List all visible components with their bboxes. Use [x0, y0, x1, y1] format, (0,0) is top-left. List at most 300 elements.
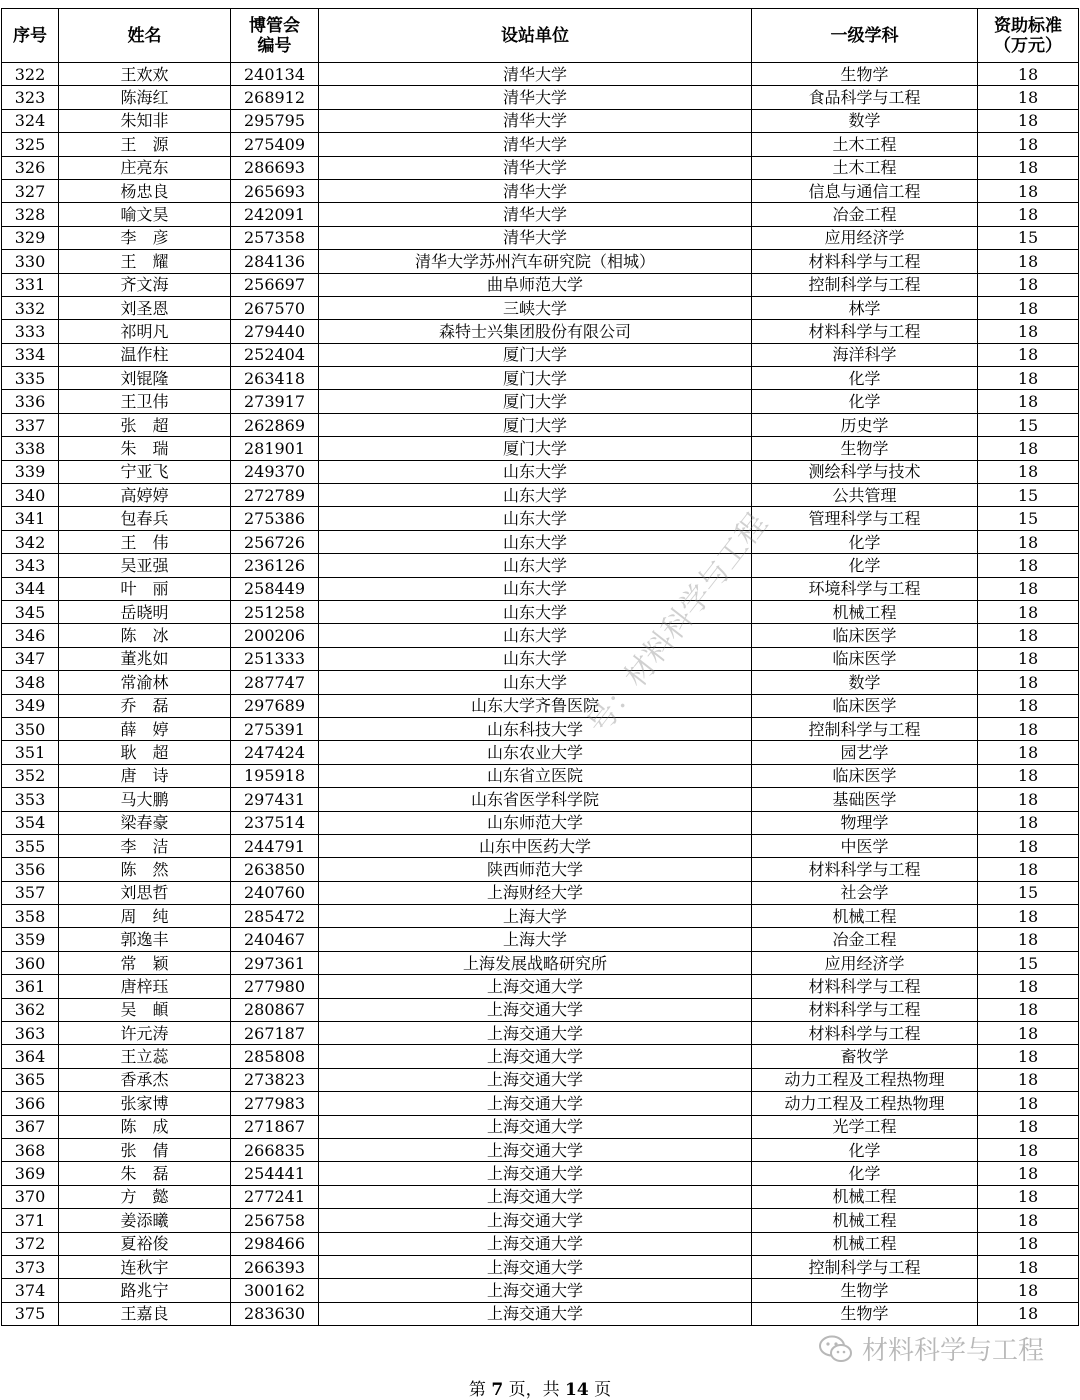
table-row — [2, 390, 1079, 413]
cell-index: 325 — [2, 133, 59, 156]
cell-name: 宁亚飞 — [59, 460, 231, 483]
cell-funding: 18 — [978, 998, 1079, 1021]
cell-index: 335 — [2, 367, 59, 390]
cell-name: 唐 诗 — [59, 764, 231, 787]
cell-unit: 山东大学 — [319, 554, 752, 577]
table-row — [2, 741, 1079, 764]
table-row — [2, 250, 1079, 273]
cell-discipline: 控制科学与工程 — [752, 717, 978, 740]
cell-index: 339 — [2, 460, 59, 483]
cell-funding: 18 — [978, 296, 1079, 319]
cell-name: 刘锟隆 — [59, 367, 231, 390]
cell-unit: 清华大学苏州汽车研究院（相城） — [319, 250, 752, 273]
cell-funding: 18 — [978, 1302, 1079, 1325]
cell-unit: 山东中医药大学 — [319, 834, 752, 857]
cell-discipline: 机械工程 — [752, 905, 978, 928]
cell-id: 286693 — [231, 156, 319, 179]
cell-funding: 18 — [978, 156, 1079, 179]
cell-name: 姜添曦 — [59, 1209, 231, 1232]
cell-id: 268912 — [231, 86, 319, 109]
cell-id: 297431 — [231, 788, 319, 811]
cell-index: 360 — [2, 951, 59, 974]
cell-name: 王卫伟 — [59, 390, 231, 413]
table-row — [2, 577, 1079, 600]
cell-name: 香承杰 — [59, 1068, 231, 1091]
cell-index: 345 — [2, 600, 59, 623]
cell-name: 梁春豪 — [59, 811, 231, 834]
cell-funding: 18 — [978, 1162, 1079, 1185]
cell-discipline: 光学工程 — [752, 1115, 978, 1138]
cell-id: 244791 — [231, 834, 319, 857]
cell-name: 常 颖 — [59, 951, 231, 974]
cell-id: 195918 — [231, 764, 319, 787]
table-row — [2, 1162, 1079, 1185]
cell-funding: 18 — [978, 133, 1079, 156]
cell-name: 温作柱 — [59, 343, 231, 366]
cell-index: 358 — [2, 905, 59, 928]
cell-unit: 清华大学 — [319, 109, 752, 132]
cell-funding: 18 — [978, 1045, 1079, 1068]
cell-id: 272789 — [231, 484, 319, 507]
cell-unit: 清华大学 — [319, 63, 752, 86]
cell-funding: 18 — [978, 1232, 1079, 1255]
cell-name: 张家博 — [59, 1092, 231, 1115]
cell-discipline: 冶金工程 — [752, 203, 978, 226]
cell-name: 马大鹏 — [59, 788, 231, 811]
cell-name: 齐文海 — [59, 273, 231, 296]
cell-funding: 18 — [978, 320, 1079, 343]
cell-funding: 18 — [978, 741, 1079, 764]
table-row — [2, 484, 1079, 507]
cell-discipline: 临床医学 — [752, 764, 978, 787]
cell-funding: 18 — [978, 1092, 1079, 1115]
table-row — [2, 1209, 1079, 1232]
cell-index: 354 — [2, 811, 59, 834]
cell-index: 333 — [2, 320, 59, 343]
total-pages: 14 — [564, 1380, 589, 1400]
cell-unit: 山东大学 — [319, 460, 752, 483]
cell-index: 330 — [2, 250, 59, 273]
cell-name: 王立蕊 — [59, 1045, 231, 1068]
cell-funding: 18 — [978, 390, 1079, 413]
cell-id: 298466 — [231, 1232, 319, 1255]
cell-discipline: 土木工程 — [752, 156, 978, 179]
table-row — [2, 717, 1079, 740]
cell-funding: 18 — [978, 1022, 1079, 1045]
cell-funding: 18 — [978, 624, 1079, 647]
cell-unit: 山东大学 — [319, 577, 752, 600]
cell-funding: 18 — [978, 764, 1079, 787]
cell-name: 董兆如 — [59, 647, 231, 670]
cell-name: 庄亮东 — [59, 156, 231, 179]
cell-index: 327 — [2, 179, 59, 202]
cell-id: 284136 — [231, 250, 319, 273]
cell-index: 323 — [2, 86, 59, 109]
cell-unit: 上海交通大学 — [319, 1115, 752, 1138]
cell-funding: 18 — [978, 367, 1079, 390]
cell-unit: 森特士兴集团股份有限公司 — [319, 320, 752, 343]
table-row — [2, 203, 1079, 226]
col-header-unit: 设站单位 — [319, 9, 752, 63]
cell-id: 242091 — [231, 203, 319, 226]
cell-funding: 18 — [978, 811, 1079, 834]
col-header-index: 序号 — [2, 9, 59, 63]
cell-name: 刘思哲 — [59, 881, 231, 904]
cell-discipline: 材料科学与工程 — [752, 975, 978, 998]
cell-discipline: 机械工程 — [752, 1209, 978, 1232]
cell-unit: 清华大学 — [319, 179, 752, 202]
cell-funding: 18 — [978, 858, 1079, 881]
cell-name: 郭逸丰 — [59, 928, 231, 951]
cell-funding: 18 — [978, 600, 1079, 623]
cell-index: 362 — [2, 998, 59, 1021]
cell-index: 341 — [2, 507, 59, 530]
cell-discipline: 动力工程及工程热物理 — [752, 1068, 978, 1091]
table-row — [2, 928, 1079, 951]
cell-discipline: 生物学 — [752, 63, 978, 86]
cell-funding: 18 — [978, 343, 1079, 366]
cell-name: 杨忠良 — [59, 179, 231, 202]
cell-discipline: 园艺学 — [752, 741, 978, 764]
cell-discipline: 海洋科学 — [752, 343, 978, 366]
cell-unit: 山东农业大学 — [319, 741, 752, 764]
cell-index: 372 — [2, 1232, 59, 1255]
cell-discipline: 材料科学与工程 — [752, 998, 978, 1021]
table-row — [2, 1045, 1079, 1068]
cell-name: 张 倩 — [59, 1138, 231, 1161]
cell-index: 336 — [2, 390, 59, 413]
table-row — [2, 320, 1079, 343]
cell-discipline: 社会学 — [752, 881, 978, 904]
table-row — [2, 1022, 1079, 1045]
cell-unit: 上海交通大学 — [319, 1209, 752, 1232]
table-row — [2, 764, 1079, 787]
table-row — [2, 530, 1079, 553]
table-row — [2, 1302, 1079, 1325]
cell-discipline: 化学 — [752, 554, 978, 577]
cell-name: 陈 冰 — [59, 624, 231, 647]
cell-id: 263850 — [231, 858, 319, 881]
cell-funding: 18 — [978, 1185, 1079, 1208]
cell-unit: 厦门大学 — [319, 367, 752, 390]
table-row — [2, 998, 1079, 1021]
cell-id: 275391 — [231, 717, 319, 740]
cell-index: 363 — [2, 1022, 59, 1045]
cell-funding: 18 — [978, 834, 1079, 857]
cell-id: 285472 — [231, 905, 319, 928]
cell-discipline: 机械工程 — [752, 600, 978, 623]
cell-discipline: 物理学 — [752, 811, 978, 834]
cell-name: 朱知非 — [59, 109, 231, 132]
cell-index: 364 — [2, 1045, 59, 1068]
col-header-discipline: 一级学科 — [752, 9, 978, 63]
cell-id: 267570 — [231, 296, 319, 319]
table-row — [2, 1255, 1079, 1278]
table-row — [2, 624, 1079, 647]
cell-name: 陈 然 — [59, 858, 231, 881]
cell-name: 祁明凡 — [59, 320, 231, 343]
cell-name: 陈海红 — [59, 86, 231, 109]
cell-discipline: 畜牧学 — [752, 1045, 978, 1068]
page-footer: 第 7 页，共 14 页 — [468, 1380, 612, 1400]
cell-unit: 山东省立医院 — [319, 764, 752, 787]
cell-funding: 18 — [978, 1068, 1079, 1091]
cell-name: 周 纯 — [59, 905, 231, 928]
cell-index: 332 — [2, 296, 59, 319]
cell-index: 322 — [2, 63, 59, 86]
cell-index: 373 — [2, 1255, 59, 1278]
cell-id: 257358 — [231, 226, 319, 249]
cell-name: 方 懿 — [59, 1185, 231, 1208]
cell-funding: 18 — [978, 694, 1079, 717]
cell-unit: 上海发展战略研究所 — [319, 951, 752, 974]
cell-index: 375 — [2, 1302, 59, 1325]
cell-index: 343 — [2, 554, 59, 577]
cell-index: 359 — [2, 928, 59, 951]
cell-funding: 18 — [978, 788, 1079, 811]
cell-discipline: 化学 — [752, 390, 978, 413]
cell-index: 342 — [2, 530, 59, 553]
table-row — [2, 1092, 1079, 1115]
cell-index: 331 — [2, 273, 59, 296]
table-row — [2, 905, 1079, 928]
cell-id: 287747 — [231, 671, 319, 694]
cell-name: 薛 婷 — [59, 717, 231, 740]
cell-id: 200206 — [231, 624, 319, 647]
badge-text: 材料科学与工程 — [862, 1336, 1045, 1366]
cell-unit: 上海大学 — [319, 928, 752, 951]
cell-id: 249370 — [231, 460, 319, 483]
table-row — [2, 1279, 1079, 1302]
table-row — [2, 788, 1079, 811]
table-row — [2, 507, 1079, 530]
cell-funding: 15 — [978, 951, 1079, 974]
cell-id: 273917 — [231, 390, 319, 413]
table-row — [2, 694, 1079, 717]
cell-discipline: 临床医学 — [752, 647, 978, 670]
cell-name: 吴 頔 — [59, 998, 231, 1021]
table-row — [2, 951, 1079, 974]
cell-discipline: 材料科学与工程 — [752, 250, 978, 273]
cell-unit: 上海交通大学 — [319, 1302, 752, 1325]
cell-unit: 山东大学 — [319, 647, 752, 670]
cell-funding: 18 — [978, 554, 1079, 577]
cell-id: 285808 — [231, 1045, 319, 1068]
cell-discipline: 基础医学 — [752, 788, 978, 811]
cell-id: 281901 — [231, 437, 319, 460]
cell-discipline: 信息与通信工程 — [752, 179, 978, 202]
cell-index: 338 — [2, 437, 59, 460]
cell-funding: 18 — [978, 647, 1079, 670]
cell-index: 349 — [2, 694, 59, 717]
table-row — [2, 975, 1079, 998]
table-row — [2, 156, 1079, 179]
cell-name: 喻文昊 — [59, 203, 231, 226]
cell-id: 279440 — [231, 320, 319, 343]
cell-funding: 18 — [978, 530, 1079, 553]
table-row — [2, 881, 1079, 904]
cell-discipline: 食品科学与工程 — [752, 86, 978, 109]
cell-funding: 18 — [978, 1279, 1079, 1302]
cell-name: 高婷婷 — [59, 484, 231, 507]
cell-name: 路兆宁 — [59, 1279, 231, 1302]
table-row — [2, 1068, 1079, 1091]
cell-discipline: 历史学 — [752, 413, 978, 436]
cell-index: 371 — [2, 1209, 59, 1232]
cell-funding: 18 — [978, 179, 1079, 202]
cell-id: 251258 — [231, 600, 319, 623]
table-body — [2, 63, 1079, 1326]
table-row — [2, 1138, 1079, 1161]
table-row — [2, 296, 1079, 319]
cell-discipline: 生物学 — [752, 437, 978, 460]
cell-funding: 18 — [978, 671, 1079, 694]
table-row — [2, 133, 1079, 156]
cell-name: 刘圣恩 — [59, 296, 231, 319]
cell-id: 277241 — [231, 1185, 319, 1208]
cell-id: 280867 — [231, 998, 319, 1021]
cell-funding: 15 — [978, 507, 1079, 530]
cell-unit: 山东科技大学 — [319, 717, 752, 740]
cell-discipline: 数学 — [752, 109, 978, 132]
table-row — [2, 343, 1079, 366]
cell-index: 344 — [2, 577, 59, 600]
cell-name: 朱 磊 — [59, 1162, 231, 1185]
cell-funding: 18 — [978, 86, 1079, 109]
cell-discipline: 数学 — [752, 671, 978, 694]
cell-name: 朱 瑞 — [59, 437, 231, 460]
cell-index: 352 — [2, 764, 59, 787]
cell-id: 266835 — [231, 1138, 319, 1161]
cell-discipline: 控制科学与工程 — [752, 1255, 978, 1278]
cell-funding: 18 — [978, 250, 1079, 273]
cell-index: 337 — [2, 413, 59, 436]
table-row — [2, 273, 1079, 296]
cell-discipline: 化学 — [752, 367, 978, 390]
cell-index: 346 — [2, 624, 59, 647]
table-row — [2, 437, 1079, 460]
table-row — [2, 1232, 1079, 1255]
cell-id: 258449 — [231, 577, 319, 600]
cell-funding: 18 — [978, 109, 1079, 132]
cell-id: 254441 — [231, 1162, 319, 1185]
cell-index: 357 — [2, 881, 59, 904]
cell-id: 273823 — [231, 1068, 319, 1091]
col-header-funding: 资助标准 （万元） — [978, 9, 1079, 63]
cell-discipline: 化学 — [752, 530, 978, 553]
cell-id: 240467 — [231, 928, 319, 951]
cell-unit: 厦门大学 — [319, 413, 752, 436]
cell-discipline: 化学 — [752, 1162, 978, 1185]
cell-discipline: 应用经济学 — [752, 951, 978, 974]
cell-unit: 上海交通大学 — [319, 1022, 752, 1045]
cell-discipline: 环境科学与工程 — [752, 577, 978, 600]
cell-id: 297689 — [231, 694, 319, 717]
table-row — [2, 1185, 1079, 1208]
cell-id: 266393 — [231, 1255, 319, 1278]
cell-id: 267187 — [231, 1022, 319, 1045]
cell-id: 271867 — [231, 1115, 319, 1138]
col-header-id: 博管会 编号 — [231, 9, 319, 63]
cell-index: 366 — [2, 1092, 59, 1115]
table-row — [2, 811, 1079, 834]
cell-funding: 15 — [978, 484, 1079, 507]
cell-id: 236126 — [231, 554, 319, 577]
cell-id: 295795 — [231, 109, 319, 132]
cell-funding: 15 — [978, 881, 1079, 904]
cell-index: 356 — [2, 858, 59, 881]
col-header-name: 姓名 — [59, 9, 231, 63]
cell-discipline: 控制科学与工程 — [752, 273, 978, 296]
cell-index: 353 — [2, 788, 59, 811]
cell-unit: 上海交通大学 — [319, 1162, 752, 1185]
cell-unit: 曲阜师范大学 — [319, 273, 752, 296]
table-row — [2, 109, 1079, 132]
table-row — [2, 834, 1079, 857]
cell-funding: 15 — [978, 226, 1079, 249]
cell-index: 348 — [2, 671, 59, 694]
cell-funding: 18 — [978, 1209, 1079, 1232]
cell-name: 乔 磊 — [59, 694, 231, 717]
table-row — [2, 647, 1079, 670]
cell-index: 374 — [2, 1279, 59, 1302]
cell-index: 370 — [2, 1185, 59, 1208]
cell-funding: 18 — [978, 1255, 1079, 1278]
cell-discipline: 生物学 — [752, 1279, 978, 1302]
cell-id: 275386 — [231, 507, 319, 530]
cell-funding: 15 — [978, 413, 1079, 436]
cell-index: 351 — [2, 741, 59, 764]
cell-id: 247424 — [231, 741, 319, 764]
cell-discipline: 材料科学与工程 — [752, 320, 978, 343]
cell-id: 237514 — [231, 811, 319, 834]
cell-index: 367 — [2, 1115, 59, 1138]
cell-index: 329 — [2, 226, 59, 249]
cell-unit: 山东大学 — [319, 624, 752, 647]
cell-unit: 山东大学 — [319, 507, 752, 530]
cell-unit: 上海交通大学 — [319, 1232, 752, 1255]
cell-index: 340 — [2, 484, 59, 507]
cell-discipline: 管理科学与工程 — [752, 507, 978, 530]
cell-unit: 上海交通大学 — [319, 1255, 752, 1278]
cell-unit: 厦门大学 — [319, 343, 752, 366]
cell-unit: 清华大学 — [319, 156, 752, 179]
postdoc-funding-table — [1, 8, 1079, 1326]
table-row — [2, 460, 1079, 483]
cell-id: 263418 — [231, 367, 319, 390]
cell-discipline: 应用经济学 — [752, 226, 978, 249]
cell-discipline: 动力工程及工程热物理 — [752, 1092, 978, 1115]
cell-unit: 上海交通大学 — [319, 975, 752, 998]
cell-funding: 18 — [978, 928, 1079, 951]
table-row — [2, 413, 1079, 436]
cell-funding: 18 — [978, 1115, 1079, 1138]
cell-name: 张 超 — [59, 413, 231, 436]
cell-unit: 上海交通大学 — [319, 1068, 752, 1091]
cell-unit: 三峡大学 — [319, 296, 752, 319]
cell-index: 361 — [2, 975, 59, 998]
cell-id: 297361 — [231, 951, 319, 974]
cell-unit: 上海交通大学 — [319, 1045, 752, 1068]
cell-name: 王 伟 — [59, 530, 231, 553]
cell-unit: 清华大学 — [319, 226, 752, 249]
cell-funding: 18 — [978, 975, 1079, 998]
cell-name: 陈 成 — [59, 1115, 231, 1138]
current-page: 7 — [491, 1380, 504, 1400]
cell-discipline: 中医学 — [752, 834, 978, 857]
cell-discipline: 机械工程 — [752, 1185, 978, 1208]
cell-index: 334 — [2, 343, 59, 366]
